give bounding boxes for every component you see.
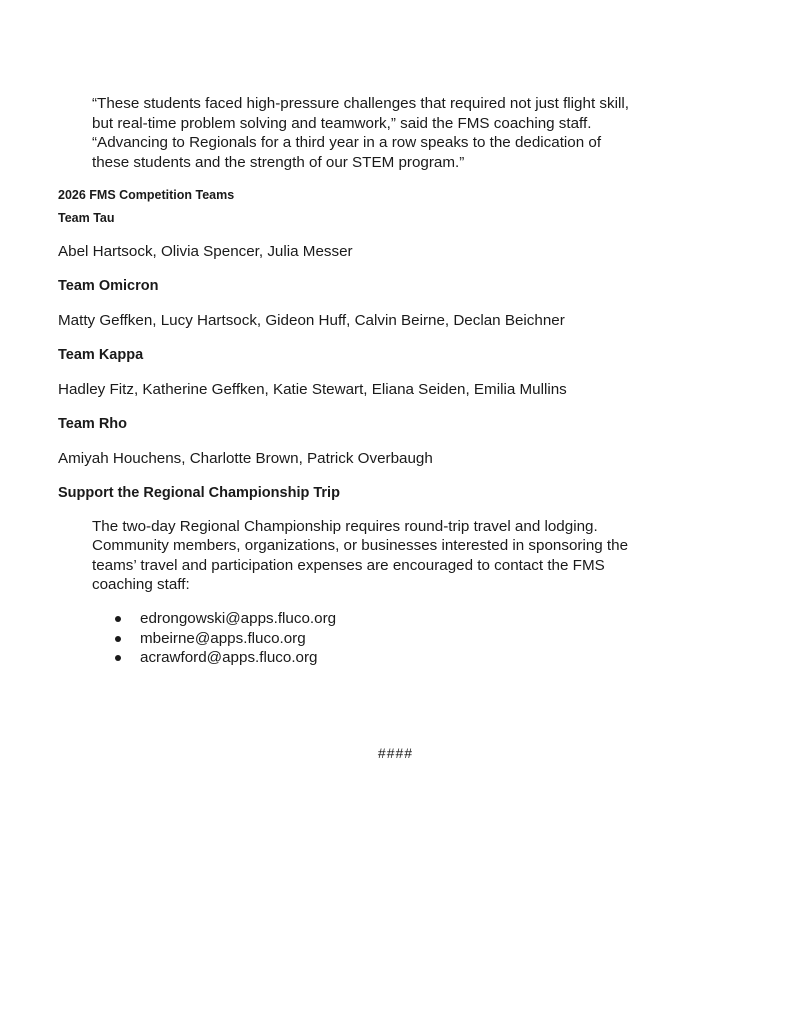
team-kappa-heading: Team Kappa [58, 347, 144, 363]
support-section-heading: Support the Regional Championship Trip [58, 485, 340, 501]
support-line: teams’ travel and participation expenses are encouraged to contact the FMS [92, 556, 605, 574]
end-of-release-mark: #### [377, 745, 414, 761]
contact-email-list [112, 609, 336, 668]
quote-line: but real-time problem solving and teamwork,” said the FMS coaching staff. [92, 114, 592, 132]
support-line: coaching staff: [92, 575, 190, 593]
support-line: Community members, organizations, or businesses interested in sponsoring the [92, 537, 629, 555]
bullet-icon [115, 655, 121, 661]
team-tau-heading: Team Tau [58, 211, 115, 225]
coaching-staff-quote [92, 94, 712, 172]
team-omicron-members: Matty Geffken, Lucy Hartsock, Gideon Huff, Calvin Beirne, Declan Beichner [58, 312, 565, 329]
bullet-icon [115, 636, 121, 642]
team-rho-heading: Team Rho [58, 416, 128, 432]
quote-line: “Advancing to Regionals for a third year in a row speaks to the dedication of [92, 134, 602, 151]
quote-line: “These students faced high-pressure challenges that required not just flight skill, [92, 95, 629, 112]
support-paragraph [92, 517, 712, 594]
list-item [112, 648, 336, 668]
list-item [112, 629, 336, 649]
teams-section-heading: 2026 FMS Competition Teams [58, 188, 235, 202]
list-item [112, 609, 336, 629]
email-link[interactable]: mbeirne@apps.fluco.org [140, 629, 306, 647]
team-tau-members: Abel Hartsock, Olivia Spencer, Julia Messer [58, 243, 353, 260]
email-link[interactable]: acrawford@apps.fluco.org [140, 649, 318, 666]
team-rho-members: Amiyah Houchens, Charlotte Brown, Patrick Overbaugh [58, 450, 433, 467]
team-kappa-members: Hadley Fitz, Katherine Geffken, Katie Stewart, Eliana Seiden, Emilia Mullins [58, 381, 567, 398]
quote-line: these students and the strength of our STEM program.” [92, 153, 465, 171]
team-omicron-heading: Team Omicron [58, 278, 159, 294]
support-line: The two-day Regional Championship requires round-trip travel and lodging. [92, 518, 598, 535]
bullet-icon [115, 616, 121, 622]
email-link[interactable]: edrongowski@apps.fluco.org [140, 610, 337, 627]
